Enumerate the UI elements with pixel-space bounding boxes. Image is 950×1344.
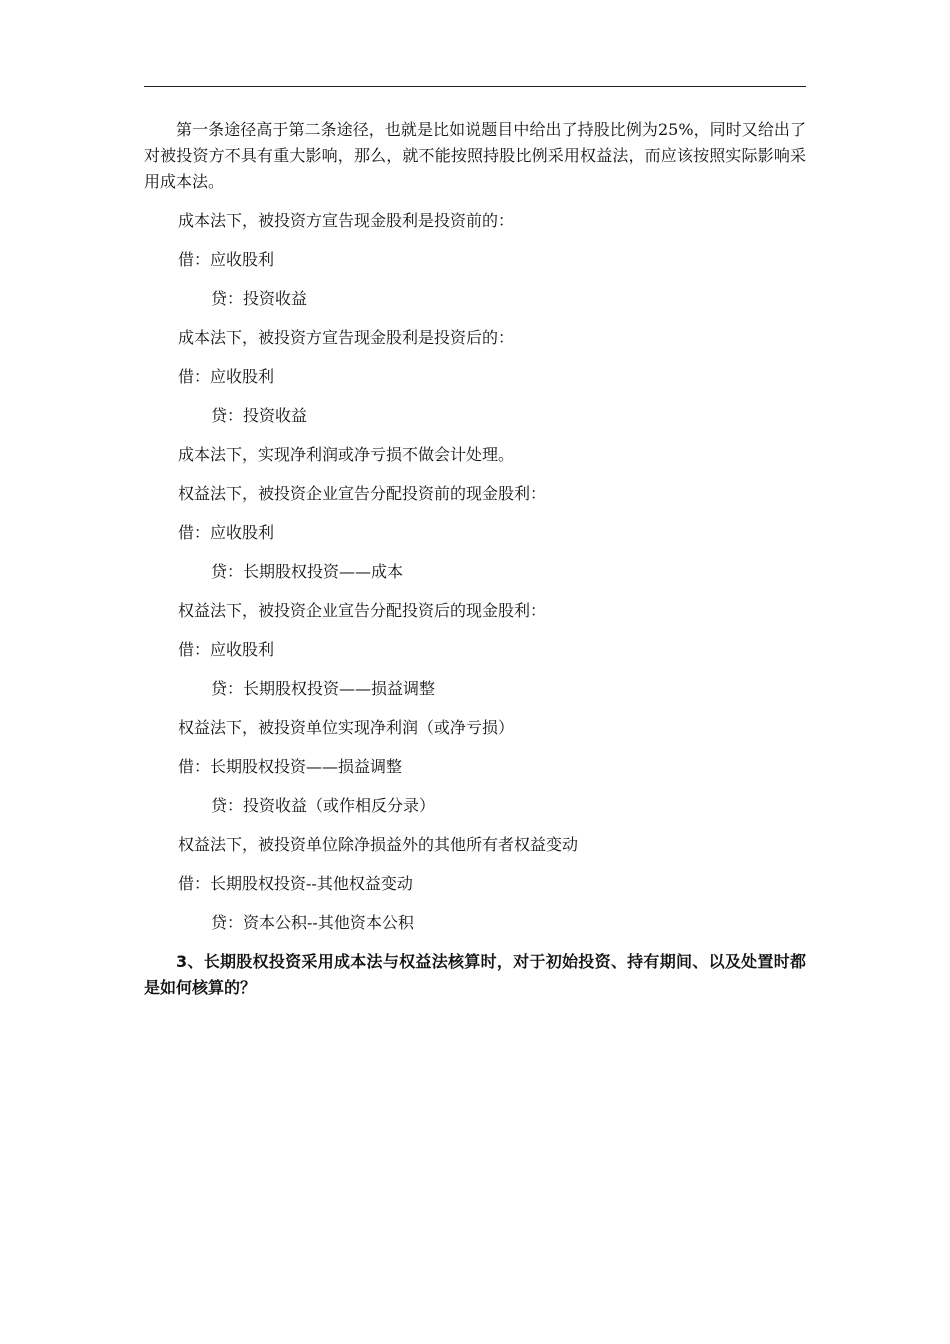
header-rule xyxy=(144,86,806,87)
journal-credit-line: 贷：投资收益 xyxy=(211,289,308,308)
journal-debit-line: 借：应收股利 xyxy=(178,523,275,542)
paragraph-line: 权益法下，被投资单位实现净利润（或净亏损） xyxy=(178,718,515,737)
paragraph-line: 权益法下，被投资企业宣告分配投资后的现金股利： xyxy=(178,601,547,620)
journal-debit-line: 借：长期股权投资——损益调整 xyxy=(178,757,403,776)
journal-credit-line: 贷：投资收益（或作相反分录） xyxy=(211,796,436,815)
journal-debit-line: 借：长期股权投资--其他权益变动 xyxy=(178,874,413,893)
paragraph-line: 成本法下，实现净利润或净亏损不做会计处理。 xyxy=(178,445,515,464)
journal-credit-line: 贷：投资收益 xyxy=(211,406,308,425)
paragraph-line: 成本法下，被投资方宣告现金股利是投资后的： xyxy=(178,328,515,347)
intro-paragraph: 第一条途径高于第二条途径，也就是比如说题目中给出了持股比例为25%，同时又给出了对被投资方不具有重大影响，那么，就不能按照持股比例采用权益法，而应该按照实际影响采用成本法。 xyxy=(144,120,806,191)
question-heading: 3、长期股权投资采用成本法与权益法核算时，对于初始投资、持有期间、以及处置时都是如何核算的？ xyxy=(144,952,806,997)
paragraph-line: 成本法下，被投资方宣告现金股利是投资前的： xyxy=(178,211,515,230)
journal-credit-line: 贷：长期股权投资——损益调整 xyxy=(211,679,436,698)
journal-debit-line: 借：应收股利 xyxy=(178,367,275,386)
paragraph-line: 权益法下，被投资企业宣告分配投资前的现金股利： xyxy=(178,484,547,503)
paragraph-line: 权益法下，被投资单位除净损益外的其他所有者权益变动 xyxy=(178,835,579,854)
document-body xyxy=(144,117,806,1001)
journal-debit-line: 借：应收股利 xyxy=(178,640,275,659)
journal-credit-line: 贷：资本公积--其他资本公积 xyxy=(211,913,414,932)
journal-credit-line: 贷：长期股权投资——成本 xyxy=(211,562,404,581)
journal-debit-line: 借：应收股利 xyxy=(178,250,275,269)
